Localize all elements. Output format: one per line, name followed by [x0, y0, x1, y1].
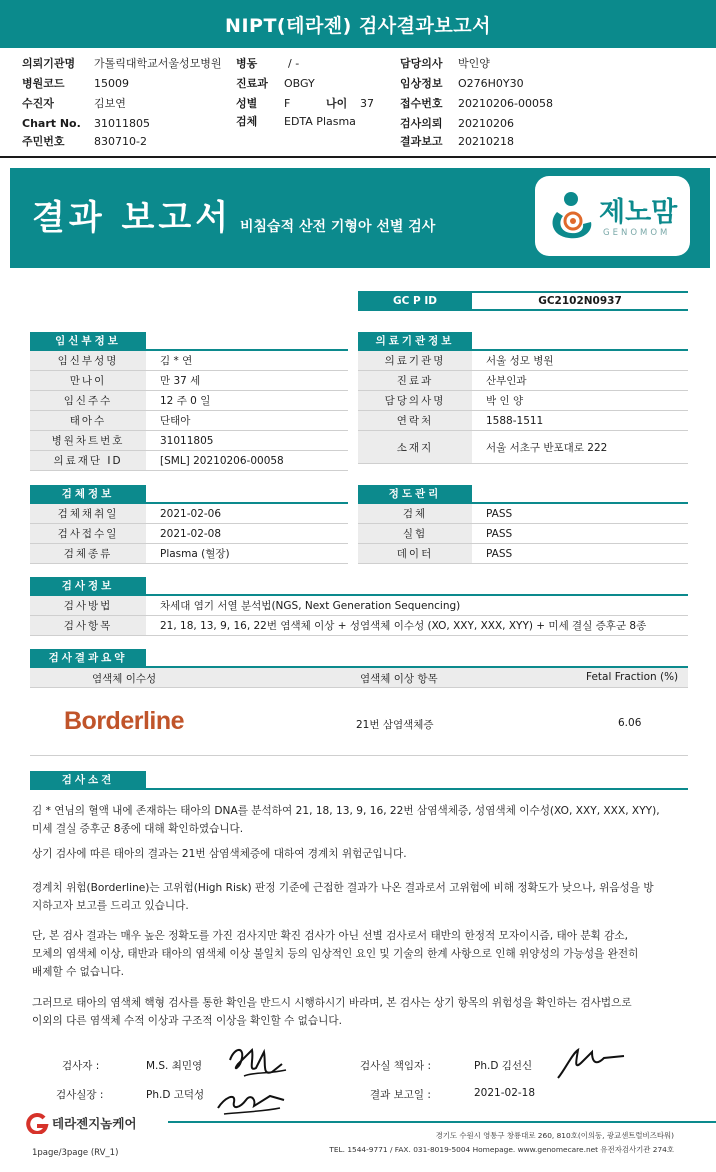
test-row — [30, 596, 688, 616]
specimen-row-value: 2021-02-08 — [160, 527, 222, 540]
patient-value: 김보연 — [94, 97, 126, 110]
sex-label: 성별 — [236, 97, 258, 110]
pregnant-row — [30, 371, 348, 391]
test-info-header: 검사정보 — [30, 577, 146, 594]
chart-value: 31011805 — [94, 116, 150, 130]
opinion-p1-line1: 김 * 연님의 혈액 내에 존재하는 태아의 DNA를 분석하여 21, 18, 13, 9, 16, 22번 삼염색체증, 성염색체 이수성(XO, XXY, XXX, XYY), — [32, 805, 660, 817]
clinical-label: 임상정보 — [400, 77, 443, 90]
page-indicator: 1page/3page (RV_1) — [32, 1148, 119, 1158]
qc-row-label: 실험 — [358, 524, 472, 543]
specimen-info-header: 검체정보 — [30, 485, 146, 502]
specimen-row-label: 검사접수일 — [30, 524, 146, 543]
patient-label: 수진자 — [22, 97, 54, 110]
institution-row — [358, 391, 688, 411]
report-label: 결과보고 — [400, 135, 443, 148]
pregnant-row-label: 만나이 — [30, 371, 146, 390]
request-value: 20210206 — [458, 116, 514, 130]
pregnant-row — [30, 431, 348, 451]
age-label: 나이 — [326, 97, 348, 110]
opinion-p4-line3: 배제할 수 없습니다. — [32, 966, 124, 978]
institution-row-label: 담당의사명 — [358, 391, 472, 410]
examiner-label: 검사자 : — [62, 1060, 100, 1072]
institution-row-value: 1588-1511 — [486, 414, 544, 427]
institution-info-header: 의료기관정보 — [358, 332, 472, 349]
qc-row-value: PASS — [486, 547, 513, 560]
qc-row — [358, 504, 688, 524]
request-label: 검사의뢰 — [400, 117, 443, 130]
examiner-value: M.S. 최민영 — [146, 1060, 203, 1072]
banner-title: 결과 보고서 — [32, 198, 233, 238]
specimen-row-label: 검체종류 — [30, 544, 146, 563]
pregnant-row-label: 임신부성명 — [30, 351, 146, 370]
specimen-value: EDTA Plasma — [284, 114, 356, 128]
summary-result: Borderline — [64, 707, 185, 735]
clinical-value: O276H0Y30 — [458, 76, 524, 90]
receipt-value: 20210206-00058 — [458, 96, 553, 110]
specimen-row — [30, 544, 348, 564]
pregnant-row — [30, 351, 348, 371]
specimen-row-value: Plasma (혈장) — [160, 548, 230, 560]
specimen-row — [30, 504, 348, 524]
director-value: Ph.D 고덕성 — [146, 1089, 205, 1101]
test-row-label: 검사항목 — [30, 616, 146, 635]
qc-row — [358, 544, 688, 564]
logo-subtext: GENOMOM — [603, 228, 671, 238]
summary-col-aneuploidy: 염색체 이수성 — [92, 673, 157, 685]
genomom-logo — [535, 176, 690, 256]
institution-row — [358, 431, 688, 464]
opinion-paragraph-1 — [32, 802, 692, 838]
lab-head-label: 검사실 책임자 : — [360, 1060, 432, 1072]
footer-line — [168, 1121, 716, 1123]
summary-col-header-row — [30, 668, 688, 688]
institution-row-value: 박 인 양 — [486, 395, 524, 407]
hospital-label: 의뢰기관명 — [22, 57, 76, 70]
specimen-row — [30, 524, 348, 544]
qc-row — [358, 524, 688, 544]
pregnant-row — [30, 391, 348, 411]
summary-divider — [30, 755, 688, 756]
institution-row-label: 연락처 — [358, 411, 472, 430]
gcpid-label: GC P ID — [358, 291, 472, 311]
institution-row — [358, 351, 688, 371]
pregnant-row — [30, 451, 348, 471]
hospital-value: 가톨릭대학교서울성모병원 — [94, 57, 222, 70]
lab-head-signature — [552, 1044, 632, 1084]
opinion-p5-line2: 이외의 다른 염색체 수적 이상과 구조적 이상을 확인할 수 없습니다. — [32, 1015, 342, 1027]
opinion-paragraph-3 — [32, 879, 692, 915]
logo-text: 제노맘 — [599, 197, 678, 228]
terragen-logo-icon — [24, 1112, 50, 1134]
test-row — [30, 616, 688, 636]
opinion-line — [30, 788, 688, 790]
receipt-label: 접수번호 — [400, 97, 443, 110]
opinion-paragraph-4 — [32, 927, 692, 981]
qc-row-value: PASS — [486, 507, 513, 520]
opinion-p3-line2: 지하고자 보고를 드리고 있습니다. — [32, 900, 189, 912]
institution-row — [358, 411, 688, 431]
chart-label: Chart No. — [22, 116, 81, 130]
doctor-label: 담당의사 — [400, 57, 443, 70]
dept-label: 진료과 — [236, 77, 268, 90]
opinion-p1-line2: 미세 결실 증후군 8종에 대해 확인하였습니다. — [32, 823, 244, 835]
institution-row — [358, 371, 688, 391]
ward-value: / - — [288, 56, 300, 70]
test-row-value: 차세대 염기 서열 분석법(NGS, Next Generation Sequencing) — [160, 600, 461, 612]
dept-value: OBGY — [284, 76, 315, 90]
pregnant-row-label: 의료재단 ID — [30, 451, 146, 470]
institution-row-value: 서울 성모 병원 — [486, 355, 554, 367]
institution-row-value: 산부인과 — [486, 375, 527, 387]
pregnant-row-value: [SML] 20210206-00058 — [160, 454, 284, 467]
id-label: 주민번호 — [22, 135, 65, 148]
sex-value: F — [284, 96, 291, 110]
summary-item: 21번 삼염색체증 — [356, 719, 434, 731]
qc-row-label: 데이터 — [358, 544, 472, 563]
company-name: 테라젠지놈케어 — [52, 1116, 137, 1131]
summary-col-fetal-fraction: Fetal Fraction (%) — [586, 671, 679, 683]
company-contact: TEL. 1544-9771 / FAX. 031-8019-5004 Homepage. www.genomecare.net 유전자검사기관 274호 — [329, 1145, 674, 1154]
pregnant-row-label: 임신주수 — [30, 391, 146, 410]
pregnant-row-value: 12 주 0 일 — [160, 395, 211, 407]
qc-header: 정도관리 — [358, 485, 472, 502]
report-value: 20210218 — [458, 134, 514, 148]
director-label: 검사실장 : — [56, 1089, 104, 1101]
code-label: 병원코드 — [22, 77, 65, 90]
opinion-header: 검사소견 — [30, 771, 146, 788]
age-value: 37 — [360, 96, 374, 110]
pregnant-row-value: 31011805 — [160, 434, 214, 447]
opinion-p4-line1: 단, 본 검사 결과는 매우 높은 정확도를 가진 검사지만 확진 검사가 아닌 선별 검사로서 태반의 한정적 모자이시즘, 태아 분획 감소, — [32, 930, 628, 942]
pregnant-row-label: 병원차트번호 — [30, 431, 146, 450]
opinion-paragraph-2: 상기 검사에 따른 태아의 결과는 21번 삼염색체증에 대하여 경계치 위험군입니다. — [32, 848, 407, 860]
code-value: 15009 — [94, 76, 129, 90]
specimen-row-label: 검체채취일 — [30, 504, 146, 523]
pregnant-info-header: 임신부정보 — [30, 332, 146, 349]
test-row-label: 검사방법 — [30, 596, 146, 615]
institution-row-label: 소재지 — [358, 431, 472, 463]
institution-row-label: 의료기관명 — [358, 351, 472, 370]
id-value: 830710-2 — [94, 134, 147, 148]
ward-label: 병동 — [236, 57, 258, 70]
opinion-p3-line1: 경계치 위험(Borderline)는 고위험(High Risk) 판정 기준에 근접한 결과가 나온 결과로서 고위험에 비해 정확도가 낮으나, 위음성을 방 — [32, 882, 654, 894]
summary-fetal-fraction: 6.06 — [618, 717, 642, 729]
pregnant-row-value: 단태아 — [160, 415, 191, 427]
qc-row-value: PASS — [486, 527, 513, 540]
opinion-paragraph-5 — [32, 994, 692, 1030]
gcpid-value: GC2102N0937 — [472, 291, 688, 311]
pregnant-row-value: 김 * 연 — [160, 355, 193, 367]
institution-row-label: 진료과 — [358, 371, 472, 390]
opinion-p4-line2: 모체의 염색체 이상, 태반과 태아의 염색체 이상 불일치 등의 임상적인 요인 및 기술의 한계 사항으로 인해 위양성의 가능성을 완전히 — [32, 948, 639, 960]
specimen-row-value: 2021-02-06 — [160, 507, 222, 520]
report-date-label: 결과 보고일 : — [370, 1089, 431, 1101]
company-address: 경기도 수원시 영통구 창룡대로 260, 810호(이의동, 광교센트럴비즈타워) — [435, 1131, 674, 1140]
opinion-p5-line1: 그러므로 태아의 염색체 핵형 검사를 통한 확인을 반드시 시행하시기 바라며, 본 검사는 상기 항목의 위험성을 확인하는 검사법으로 — [32, 997, 632, 1009]
banner-subtitle: 비침습적 산전 기형아 선별 검사 — [240, 219, 436, 235]
pregnant-row — [30, 411, 348, 431]
document-title: NIPT(테라젠) 검사결과보고서 — [0, 0, 716, 48]
meta-divider — [0, 156, 716, 158]
director-signature — [210, 1078, 290, 1118]
qc-row-label: 검체 — [358, 504, 472, 523]
summary-col-item: 염색체 이상 항목 — [360, 673, 438, 685]
specimen-label: 검체 — [236, 115, 258, 128]
report-date-value: 2021-02-18 — [474, 1087, 536, 1099]
institution-row-value: 서울 서초구 반포대로 222 — [486, 441, 608, 454]
lab-head-value: Ph.D 김선신 — [474, 1060, 533, 1072]
summary-header: 검사결과요약 — [30, 649, 146, 666]
pregnant-row-value: 만 37 세 — [160, 375, 201, 387]
genomom-logo-icon — [547, 190, 597, 242]
test-row-value: 21, 18, 13, 9, 16, 22번 염색체 이상 + 성염색체 이수성 (XO, XXY, XXX, XYY) + 미세 결실 증후군 8종 — [160, 620, 647, 632]
pregnant-row-label: 태아수 — [30, 411, 146, 430]
doctor-value: 박인양 — [458, 57, 490, 70]
